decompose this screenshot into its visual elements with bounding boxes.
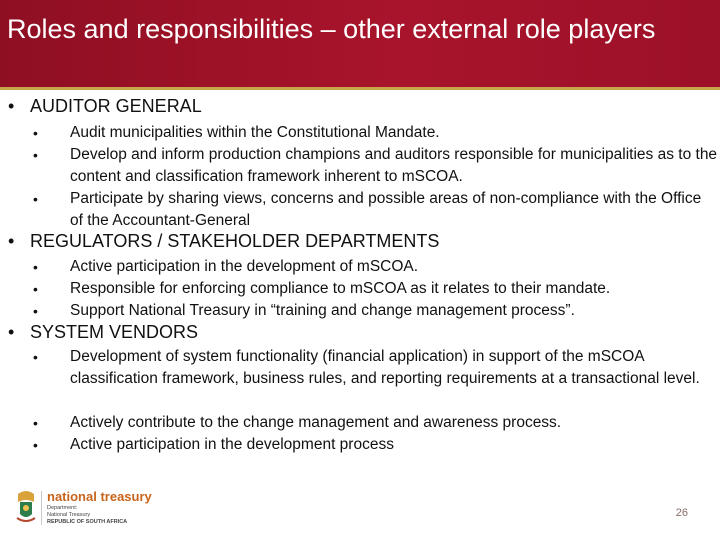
item-text: Development of system functionality (financial application) in support of the mSCOA classification framework, business rules, and reporting requirements at a transactional level. <box>70 348 700 387</box>
logo-line: Department: <box>47 505 78 511</box>
item-text: Audit municipalities within the Constitutional Mandate. <box>70 124 440 141</box>
logo-name: national treasury <box>47 489 152 504</box>
national-treasury-logo <box>14 488 184 528</box>
page-number: 26 <box>675 507 688 519</box>
item-bullet: • <box>33 125 38 141</box>
section-title: AUDITOR GENERAL <box>30 96 202 116</box>
item-bullet: • <box>33 191 38 207</box>
section-bullet: • <box>8 322 15 342</box>
header-divider <box>0 87 720 90</box>
section-heading <box>8 322 198 343</box>
logo-line: National Treasury <box>47 512 91 518</box>
item-text: Support National Treasury in “training and change management process”. <box>70 302 575 319</box>
item-bullet: • <box>33 147 38 163</box>
item-text: Participate by sharing views, concerns and possible areas of non-compliance with the Office of the Accountant-General <box>70 190 702 229</box>
logo-line: REPUBLIC OF SOUTH AFRICA <box>47 519 128 525</box>
item-bullet: • <box>33 259 38 275</box>
section-bullet: • <box>8 231 15 251</box>
section-title: REGULATORS / STAKEHOLDER DEPARTMENTS <box>30 231 440 251</box>
item-bullet: • <box>33 303 38 319</box>
section-title: SYSTEM VENDORS <box>30 322 199 342</box>
item-text: Actively contribute to the change management and awareness process. <box>70 414 562 431</box>
slide-header <box>0 0 720 90</box>
slide-title: Roles and responsibilities – other external role players <box>7 14 656 44</box>
logo-subtext <box>47 505 127 526</box>
item-bullet: • <box>33 437 38 453</box>
item-bullet: • <box>33 281 38 297</box>
item-text: Active participation in the development process <box>70 436 394 453</box>
item-bullet: • <box>33 349 38 365</box>
item-bullet: • <box>33 415 38 431</box>
section-heading <box>8 231 439 252</box>
item-text: Develop and inform production champions and auditors responsible for municipalities as to the content and classification framework inherent to mSCOA. <box>70 146 718 185</box>
section-heading <box>8 96 202 117</box>
section-bullet: • <box>8 96 15 116</box>
item-text: Responsible for enforcing compliance to mSCOA as it relates to their mandate. <box>70 280 611 297</box>
item-text: Active participation in the development of mSCOA. <box>70 258 419 275</box>
